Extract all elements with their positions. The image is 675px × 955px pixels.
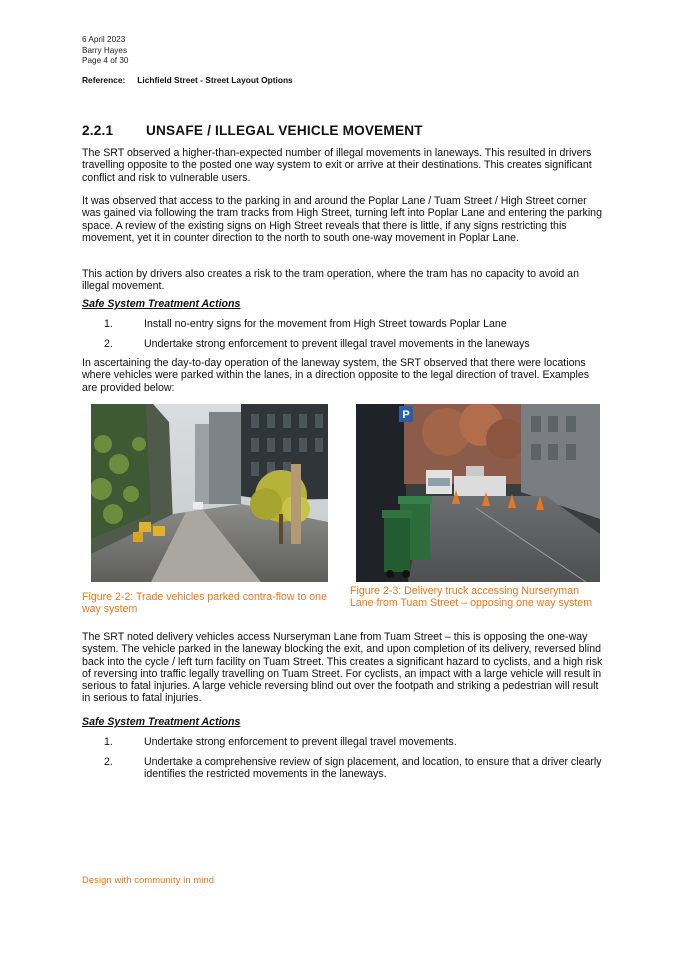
figure-2-2-photo bbox=[91, 404, 328, 582]
paragraph-4: In ascertaining the day-to-day operation of the laneway system, the SRT observed that there were locations where vehicles were parked within the lanes, in a direction opposite to the legal direction of travel. Examples are provided below: bbox=[82, 357, 590, 394]
reference-label: Reference: bbox=[82, 75, 126, 85]
header-author: Barry Hayes bbox=[82, 45, 128, 55]
list-item-text: Install no-entry signs for the movement from High Street towards Poplar Lane bbox=[144, 318, 507, 330]
paragraph-3: This action by drivers also creates a risk to the tram operation, where the tram has no capacity to avoid an illegal movement. bbox=[82, 268, 579, 293]
section-title: UNSAFE / ILLEGAL VEHICLE MOVEMENT bbox=[146, 123, 423, 138]
header-page: Page 4 of 30 bbox=[82, 56, 129, 66]
list-item-text: Undertake strong enforcement to prevent illegal travel movements. bbox=[144, 736, 457, 748]
list-item-text: Undertake a comprehensive review of sign placement, and location, to ensure that a driver clearly identifies the restricted movements in the laneways. bbox=[144, 756, 602, 781]
parking-sign-text: P bbox=[402, 409, 410, 421]
section-number: 2.2.1 bbox=[82, 123, 114, 138]
figure-2-2-caption: Figure 2-2: Trade vehicles parked contra-flow to one way system bbox=[82, 591, 327, 616]
actions-heading-2: Safe System Treatment Actions bbox=[82, 716, 241, 728]
figure-2-3-photo bbox=[356, 404, 600, 582]
delivery-truck-photo bbox=[356, 404, 600, 582]
header-date: 6 April 2023 bbox=[82, 35, 126, 44]
section-heading bbox=[82, 123, 423, 138]
list-item-number: 2. bbox=[104, 338, 113, 350]
paragraph-1: The SRT observed a higher-than-expected number of illegal movements in laneways. This resulted in drivers travelling opposite to the posted one way system to exit or arrive at their destinations. This creates significant conflict and risk to vulnerable users. bbox=[82, 147, 592, 184]
actions-heading-1: Safe System Treatment Actions bbox=[82, 298, 241, 310]
list-item-number: 2. bbox=[104, 756, 113, 768]
footer-tagline: Design with community in mind bbox=[82, 874, 215, 885]
reference-line bbox=[82, 75, 293, 85]
document-header bbox=[82, 35, 128, 67]
list-item-text: Undertake strong enforcement to prevent illegal travel movements in the laneways bbox=[144, 338, 530, 350]
list-item-number: 1. bbox=[104, 318, 113, 330]
paragraph-2: It was observed that access to the parking in and around the Poplar Lane / Tuam Street / High Street corner was gained via following the tram tracks from High Street, turning left into Poplar Lane and entering the parking space. A review of the existing signs on High Street reveals that there is little, if any signs restricting this movement, yet it in counter direction to the north to south one-way movement in Poplar Lane. bbox=[82, 195, 602, 244]
reference-value: Lichfield Street - Street Layout Options bbox=[137, 75, 293, 85]
paragraph-5: The SRT noted delivery vehicles access Nurseryman Lane from Tuam Street – this is opposing the one-way system. The vehicle parked in the laneway blocking the exit, and upon completion of its delivery, reversed blind back into the cycle / left turn facility on Tuam Street. This creates a significant hazard to cyclists, and a high risk of reversing into traffic legally travelling on Tuam Street. For cyclists, an impact with a large vehicle will result in serious to fatal injuries. A large vehicle reversing blind out over the footpath and striking a pedestrian will result in serious to fatal injuries. bbox=[82, 631, 603, 705]
laneway-photo bbox=[91, 404, 328, 582]
list-item-number: 1. bbox=[104, 736, 113, 748]
figure-2-3-caption: Figure 2-3: Delivery truck accessing Nurseryman Lane from Tuam Street – opposing one way system bbox=[350, 585, 593, 610]
